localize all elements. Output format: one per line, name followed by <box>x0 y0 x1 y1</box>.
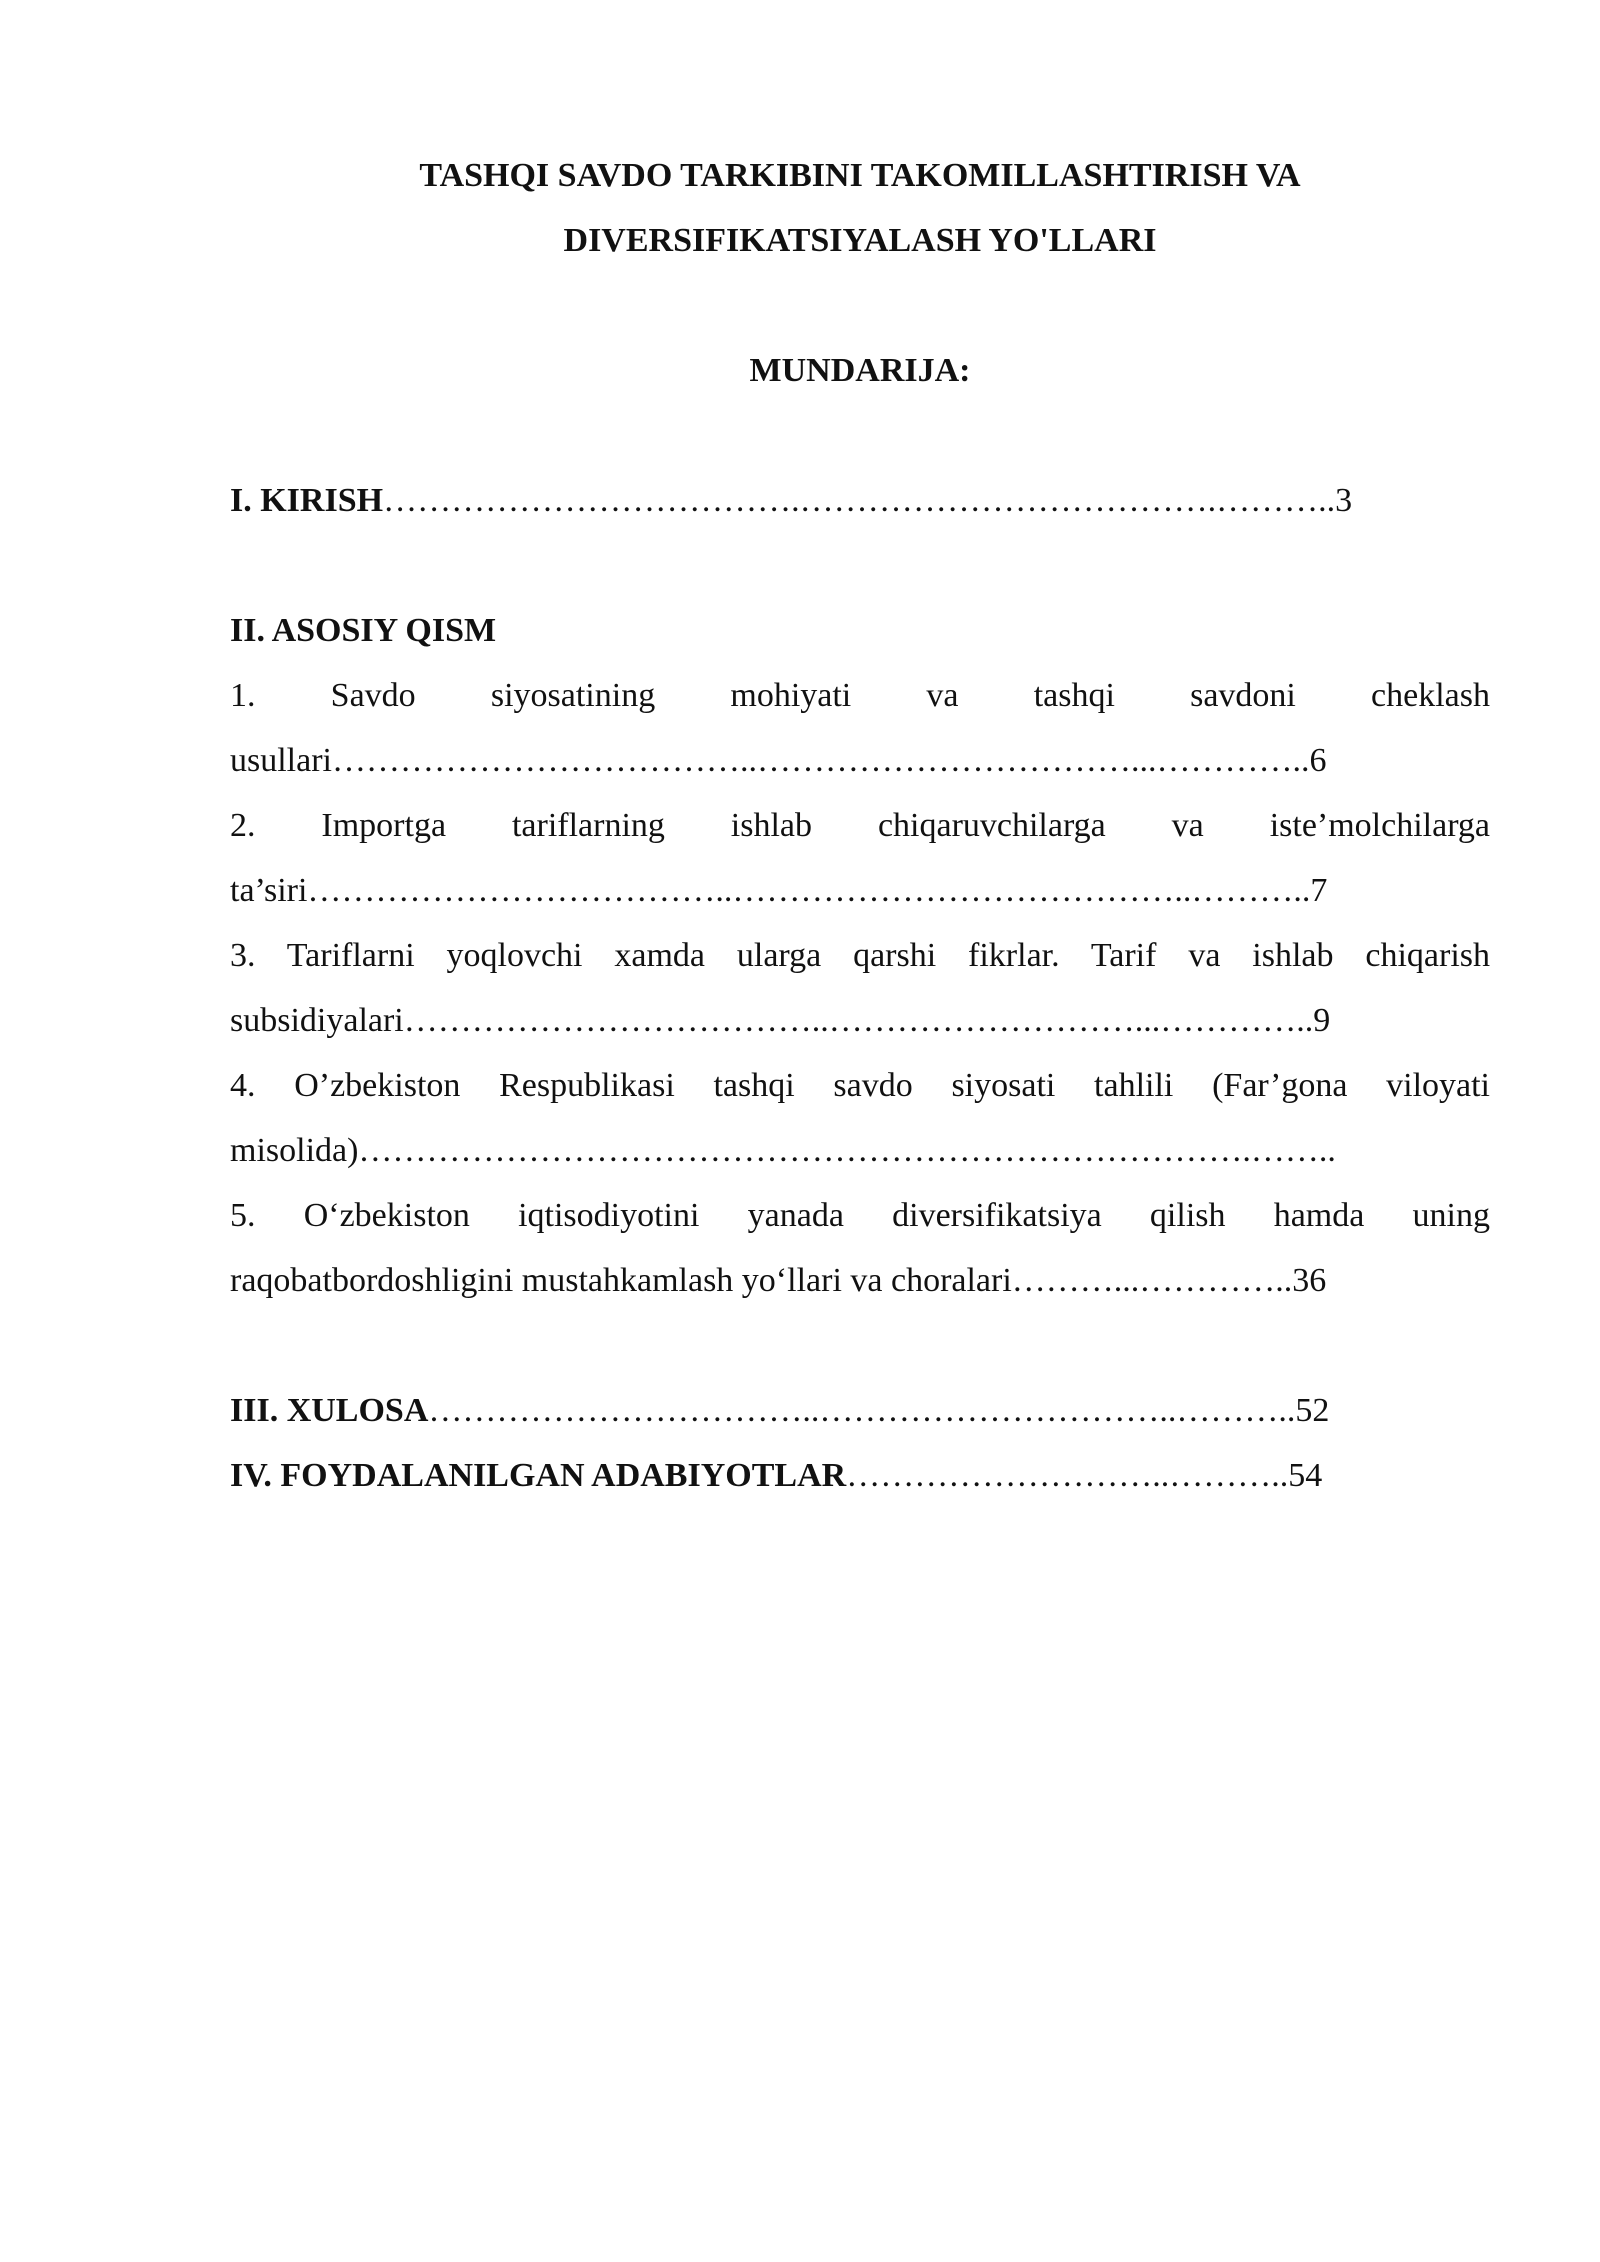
toc-entry-adabiyotlar <box>230 1443 1490 1508</box>
toc-item-2-line-1: 2. Importga tariflarning ishlab chiqaruvchilarga va iste’molchilarga <box>230 807 1490 844</box>
document-title-line-2: DIVERSIFIKATSIYALASH YO'LLARI <box>563 222 1157 259</box>
toc-entry-leader: ……………………………..…………………………..………..52 <box>428 1392 1330 1429</box>
toc-item-3-line-2: subsidiyalari………………………………..………………………...…………..9 <box>230 1002 1331 1039</box>
toc-entry-label: IV. FOYDALANILGAN ADABIYOTLAR <box>230 1457 847 1494</box>
toc-item-4-line-1: 4. O’zbekiston Respublikasi tashqi savdo siyosati tahlili (Far’gona viloyati <box>230 1067 1490 1104</box>
toc-entry-leader: ……………………………….……………………………….………..3 <box>383 482 1353 519</box>
toc-item-5-line-1: 5. O‘zbekiston iqtisodiyotini yanada diversifikatsiya qilish hamda uning <box>230 1197 1490 1234</box>
toc-item-4-line-2: misolida)…………………………………………………………………….…….. <box>230 1132 1336 1169</box>
document-title-line-1: TASHQI SAVDO TARKIBINI TAKOMILLASHTIRISH VA <box>419 157 1301 194</box>
toc-entry-leader: ………………………..………..54 <box>846 1457 1323 1494</box>
toc-heading: MUNDARIJA: <box>749 352 971 389</box>
toc-item-3-line-1: 3. Tariflarni yoqlovchi xamda ularga qarshi fikrlar. Tarif va ishlab chiqarish <box>230 937 1490 974</box>
toc-entry-xulosa <box>230 1378 1490 1443</box>
toc-item-2-line-2: ta’siri………………………………..…………………………………..………..7 <box>230 872 1328 909</box>
toc-entry-label: III. XULOSA <box>230 1392 429 1429</box>
toc-entry-label: I. KIRISH <box>230 482 384 519</box>
toc-item-5-line-2: raqobatbordoshligini mustahkamlash yo‘llari va choralari………...…………..36 <box>230 1262 1327 1299</box>
toc-section-asosiy-qism: II. ASOSIY QISM <box>230 612 497 649</box>
toc-item-1-line-1: 1. Savdo siyosatining mohiyati va tashqi savdoni cheklash <box>230 677 1490 714</box>
toc-item-1-line-2: usullari………………………………..……………………………...…………..6 <box>230 742 1327 779</box>
toc-entry-kirish <box>230 468 1490 533</box>
